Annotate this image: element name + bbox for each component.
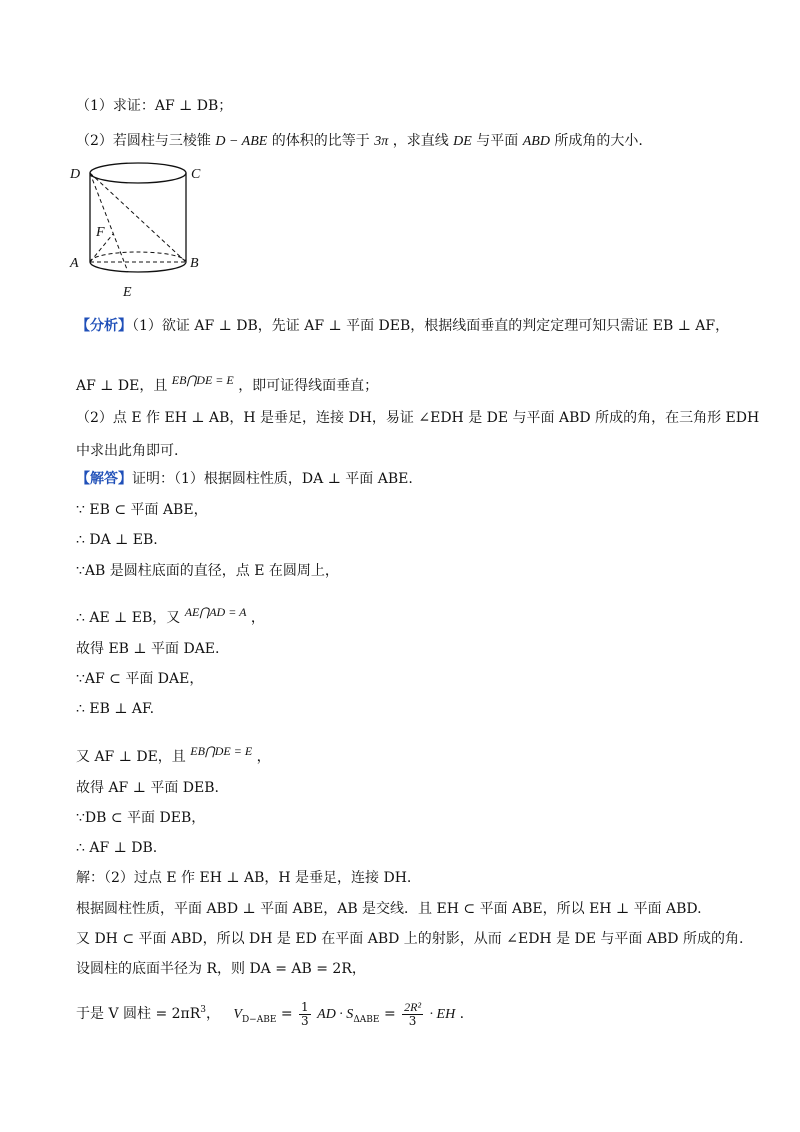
analysis-text-2a: AF ⊥ DE，且 — [76, 378, 168, 394]
fraction-2R2-over-3 — [402, 1001, 423, 1028]
analysis-intersection: EB⋂DE = E — [171, 373, 234, 387]
analysis-text-1: （1）欲证 AF ⊥ DB，先证 AF ⊥ 平面 DEB，根据线面垂直的判定定理可知只需证 EB ⊥ AF， — [132, 318, 730, 334]
question-2 — [76, 131, 643, 152]
bottom-back-arc — [90, 252, 186, 262]
solution-line-11: ∵DB ⊂ 平面 DEB， — [76, 810, 206, 826]
label-E: E — [123, 285, 132, 300]
q2-text-i: 所成角的大小. — [554, 133, 643, 149]
solution-line-13: 解：（2）过点 E 作 EH ⊥ AB，H 是垂足，连接 DH. — [76, 870, 412, 886]
solution-line-15: 又 DH ⊂ 平面 ABD，所以 DH 是 ED 在平面 ABD 上的射影，从而 ∠EDH 是 DE 与平面 ABD 所成的角. — [76, 931, 744, 947]
frac2-den: 3 — [408, 1013, 417, 1028]
question-1: （1）求证：AF ⊥ DB； — [76, 98, 233, 114]
analysis-tag: 【分析】 — [76, 318, 132, 334]
hidden-lines — [90, 173, 186, 272]
s9-text-c: ， — [256, 749, 271, 765]
fraction-one-third — [299, 1001, 311, 1028]
q2-pyramid: D − ABE — [215, 134, 268, 149]
solution-line-4: ∵AB 是圆柱底面的直径，点 E 在圆周上， — [76, 563, 339, 579]
q2-text-c: 的体积的比等于 — [271, 133, 370, 149]
s17-text-c: ， — [206, 1006, 221, 1022]
s17-V: V — [233, 1007, 242, 1022]
label-C: C — [191, 167, 201, 182]
solution-line-7: ∵AF ⊂ 平面 DAE， — [76, 671, 204, 687]
solution-text-1: 证明：（1）根据圆柱性质，DA ⊥ 平面 ABE. — [132, 471, 413, 487]
s17-EH: · EH — [429, 1007, 456, 1022]
s17-period: . — [459, 1006, 465, 1022]
s17-V-sub: D−ABE — [241, 1015, 277, 1025]
analysis-line-1 — [76, 316, 729, 336]
solution-line-10: 故得 AF ⊥ 平面 DEB. — [76, 780, 219, 796]
q2-text-a: （2）若圆柱与三棱锥 — [76, 133, 211, 149]
frac1-num: 1 — [301, 999, 309, 1014]
s5-intersection: AE⋂AD = A — [184, 605, 247, 619]
analysis-text-2c: ，即可证得线面垂直； — [238, 378, 379, 394]
q2-plane: ABD — [522, 134, 550, 149]
solution-tag: 【解答】 — [76, 471, 132, 487]
solution-line-14: 根据圆柱性质，平面 ABD ⊥ 平面 ABE，AB 是交线．且 EH ⊂ 平面 ABE，所以 EH ⊥ 平面 ABD. — [76, 901, 702, 917]
s17-S-sub: ΔABE — [353, 1015, 380, 1025]
solution-line-5 — [76, 602, 265, 628]
frac1-den: 3 — [301, 1013, 309, 1028]
analysis-line-2 — [76, 370, 378, 396]
solution-line-8: ∴ EB ⊥ AF. — [76, 701, 155, 717]
q2-text-g: 与平面 — [476, 133, 519, 149]
analysis-line-4: 中求出此角即可. — [76, 443, 179, 459]
solution-line-3: ∴ DA ⊥ EB. — [76, 532, 158, 548]
label-F: F — [96, 225, 105, 240]
s5-text-a: ∴ AE ⊥ EB，又 — [76, 610, 181, 626]
cylinder-figure — [66, 160, 216, 302]
s17-exp: 3 — [200, 1005, 207, 1015]
solution-line-1 — [76, 469, 413, 489]
analysis-line-3: （2）点 E 作 EH ⊥ AB，H 是垂足，连接 DH，易证 ∠EDH 是 DE 与平面 ABD 所成的角，在三角形 EDH — [76, 410, 760, 426]
q2-line: DE — [453, 134, 472, 149]
solution-line-6: 故得 EB ⊥ 平面 DAE. — [76, 641, 220, 657]
q2-text-e: ，求直线 — [392, 133, 449, 149]
solution-line-16: 设圆柱的底面半径为 R，则 DA = AB = 2R， — [76, 961, 366, 977]
s17-text-a: 于是 V 圆柱 = 2πR — [76, 1006, 201, 1022]
s17-AD-S: AD · S — [317, 1007, 354, 1022]
solution-line-12: ∴ AF ⊥ DB. — [76, 840, 158, 856]
label-B: B — [190, 256, 199, 271]
frac2-num: 2R² — [404, 999, 422, 1014]
q2-ratio: 3π — [374, 134, 389, 149]
s17-eq1: = — [280, 1006, 293, 1022]
label-A: A — [70, 256, 79, 271]
s9-intersection: EB⋂DE = E — [190, 744, 253, 758]
top-ellipse — [90, 163, 186, 183]
label-D: D — [70, 167, 81, 182]
solution-line-9 — [76, 741, 271, 767]
s5-text-c: ， — [250, 610, 265, 626]
s9-text-a: 又 AF ⊥ DE，且 — [76, 749, 186, 765]
solution-line-17 — [76, 1000, 464, 1030]
bottom-front-arc — [90, 262, 186, 272]
solution-line-2: ∵ EB ⊂ 平面 ABE， — [76, 502, 208, 518]
s17-eq2: = — [383, 1006, 396, 1022]
